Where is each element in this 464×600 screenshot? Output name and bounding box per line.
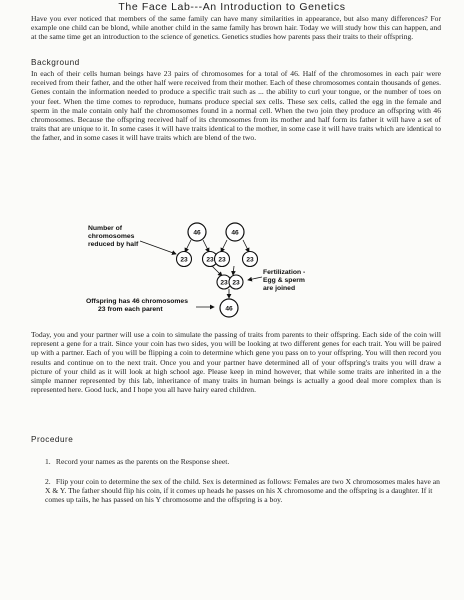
svg-text:23: 23 [180, 256, 188, 264]
offspring-label-1: Offspring has 46 chromosomes [86, 298, 188, 305]
reduced-label-2: chromosomes [88, 233, 135, 240]
svg-text:46: 46 [193, 229, 201, 237]
step-number: 2. [45, 477, 51, 486]
procedure-heading: Procedure [31, 435, 74, 444]
fertilization-label-2: Egg & sperm [263, 277, 305, 284]
svg-text:23: 23 [220, 279, 228, 287]
fertilization-label-3: are joined [263, 285, 296, 292]
intro-paragraph: Have you ever noticed that members of the same family can have many similarities in appearance, but also many differences? For example one child can be blond, while another child in the same family has brown hair. Today we will study how this can happen, and at the same time get an introduction to the science of genetics. Genetics studies how parents pass their traits to their offspring. [31, 14, 441, 42]
background-paragraph: In each of their cells human beings have 23 pairs of chromosomes for a total of 46. Half of the chromosomes in each pair were received from their father, and the other half were received from their mother. Each of these chromosomes contain thousands of genes. Genes contain the information needed to produce a specific trait such as ... the ability to curl your tongue, or the number of toes on your feet. When the time comes to reproduce, humans produce special sex cells. These sex cells, called the egg in the female and sperm in the male contain only half the chromosomes found in a normal cell. When the two join they produce an offspring with 46 chromosomes. Because the offspring received half of its chromosomes from its mother and half form its father it will have a set of traits that are unique to it. In some cases it will have traits identical to the mother, in some case it will have traits which are identical to the father, and in some cases it will have traits which are blend of the two. [31, 69, 441, 143]
offspring-label-2: 23 from each parent [98, 306, 163, 313]
svg-text:23: 23 [218, 256, 226, 264]
svg-text:23: 23 [232, 279, 240, 287]
svg-text:46: 46 [225, 305, 233, 313]
svg-text:23: 23 [206, 256, 214, 264]
today-paragraph: Today, you and your partner will use a coin to simulate the passing of traits from parents to their offspring. Each side of the coin will represent a gene for a trait. Since your coin has two sides, you will be looking at two different genes for each trait. You will be paired up with a partner. Each of you will be flipping a coin to determine which gene you pass on to your offspring. You will then record you results and continue on to the next trait. Once you and your partner have determined all of your offspring's traits you will draw a picture of your child as it will look at high school age. Please keep in mind however, that while some traits are inherited in a the simple manner represented by this lab, inheritance of many traits in human beings is actually a good deal more complex than is represented here. Good luck, and I hope you all have hairy eared children. [31, 330, 441, 395]
procedure-step-2 [45, 477, 441, 505]
reduced-label-3: reduced by half [88, 241, 139, 248]
step-text: Record your names as the parents on the Response sheet. [55, 457, 230, 466]
step-text: Flip your coin to determine the sex of the child. Sex is determined as follows: Females are two X chromosomes males have an X & Y. The father should flip his coin, if it comes up heads he passes on his X chromosome and the offspring is a daughter. If it comes up tails, he has passed on his Y chromosome and the offspring is a boy. [45, 477, 440, 505]
step-number: 1. [45, 457, 51, 466]
background-heading: Background [31, 58, 80, 67]
svg-text:46: 46 [231, 229, 239, 237]
svg-text:23: 23 [246, 256, 254, 264]
fertilization-label-1: Fertilization - [263, 269, 306, 276]
page-title: The Face Lab---An Introduction to Genetics [118, 1, 346, 13]
procedure-step-1 [45, 457, 441, 466]
chromosome-diagram [0, 216, 464, 328]
reduced-label-1: Number of [88, 225, 122, 232]
